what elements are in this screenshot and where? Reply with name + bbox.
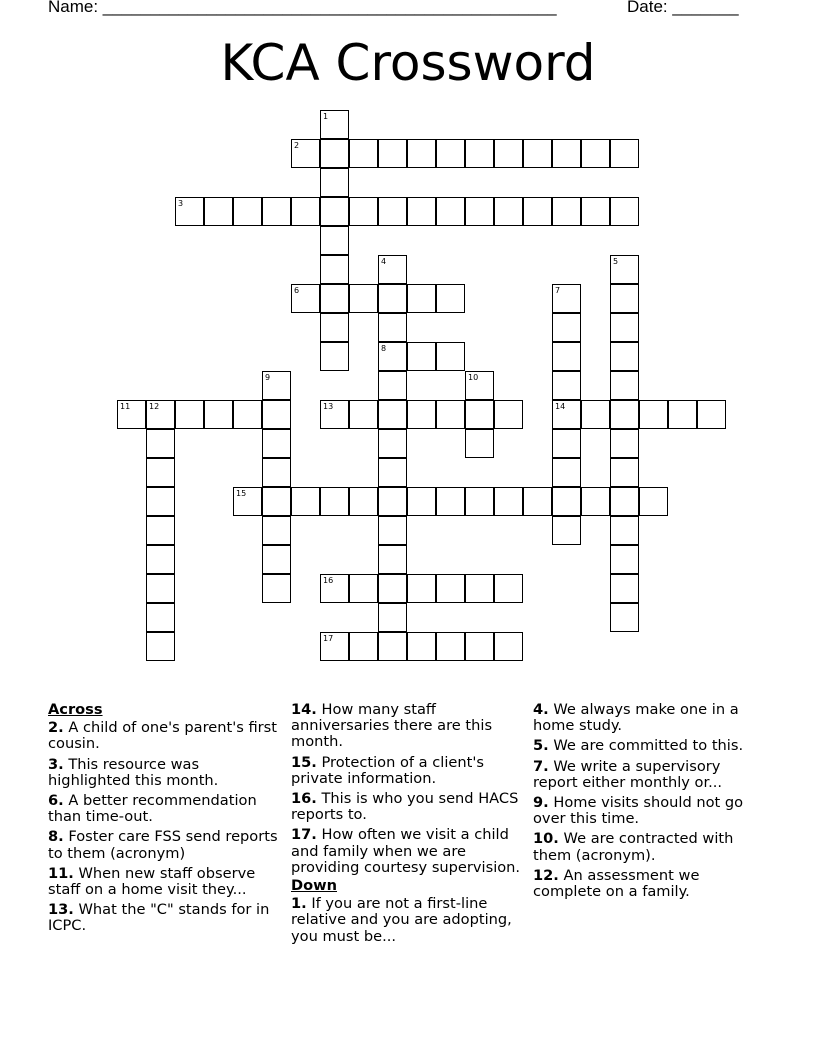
- grid-cell[interactable]: [378, 516, 407, 545]
- grid-cell[interactable]: [465, 400, 494, 429]
- grid-cell[interactable]: [407, 197, 436, 226]
- grid-cell[interactable]: [465, 197, 494, 226]
- clue-across-15: 15. Protection of a client's private information.: [291, 753, 484, 787]
- grid-cell[interactable]: [262, 458, 291, 487]
- clue-number-label: 16: [323, 576, 334, 585]
- clue-across-16: 16. This is who you send HACS reports to.: [291, 790, 519, 824]
- grid-cell[interactable]: [610, 197, 639, 226]
- grid-cell[interactable]: [349, 487, 378, 516]
- grid-cell[interactable]: [146, 429, 175, 458]
- grid-cell[interactable]: [552, 371, 581, 400]
- grid-cell[interactable]: [436, 632, 465, 661]
- grid-cell[interactable]: [320, 168, 349, 197]
- clue-number-label: 6: [294, 286, 300, 295]
- clue-across-11: 11. When new staff observe staff on a home visit they...: [48, 864, 256, 899]
- grid-cell[interactable]: [407, 342, 436, 371]
- clue-number-label: 2: [294, 141, 300, 150]
- grid-cell[interactable]: [436, 139, 465, 168]
- grid-cell[interactable]: [494, 487, 523, 516]
- down-heading: Down: [291, 877, 338, 895]
- grid-cell[interactable]: [175, 400, 204, 429]
- puzzle-title: KCA Crossword: [220, 34, 596, 92]
- clue-column-1: [48, 702, 282, 939]
- grid-cell[interactable]: [204, 400, 233, 429]
- grid-cell[interactable]: [610, 545, 639, 574]
- grid-cell[interactable]: [523, 197, 552, 226]
- grid-cell[interactable]: [581, 139, 610, 168]
- grid-cell[interactable]: [465, 487, 494, 516]
- grid-cell[interactable]: [320, 313, 349, 342]
- grid-cell[interactable]: [407, 632, 436, 661]
- grid-cell[interactable]: [320, 487, 349, 516]
- grid-cell[interactable]: [407, 139, 436, 168]
- clue-column-3: [533, 702, 767, 904]
- grid-cell[interactable]: [581, 400, 610, 429]
- grid-cell[interactable]: [320, 342, 349, 371]
- grid-cell[interactable]: [552, 313, 581, 342]
- clue-number-label: 3: [178, 199, 184, 208]
- clue-number-label: 13: [323, 402, 334, 411]
- clue-number-label: 4: [381, 257, 387, 266]
- grid-cell[interactable]: [204, 197, 233, 226]
- clue-column-2: [291, 702, 525, 949]
- grid-cell[interactable]: [262, 487, 291, 516]
- grid-cell[interactable]: [378, 284, 407, 313]
- grid-cell[interactable]: [378, 197, 407, 226]
- grid-cell[interactable]: [233, 400, 262, 429]
- grid-cell[interactable]: [146, 574, 175, 603]
- grid-cell[interactable]: [523, 139, 552, 168]
- clue-down-4: 4. We always make one in a home study.: [533, 701, 739, 735]
- clue-down-9: 9. Home visits should not go over this time.: [533, 794, 744, 828]
- grid-cell[interactable]: [494, 632, 523, 661]
- clue-number-label: 1: [323, 112, 329, 121]
- grid-cell[interactable]: [552, 197, 581, 226]
- grid-cell[interactable]: [262, 545, 291, 574]
- grid-cell[interactable]: [320, 284, 349, 313]
- grid-cell[interactable]: [552, 139, 581, 168]
- clue-across-14: 14. How many staff anniversaries there are this month.: [291, 701, 493, 751]
- grid-cell[interactable]: [407, 400, 436, 429]
- grid-cell[interactable]: [146, 545, 175, 574]
- grid-cell[interactable]: [610, 342, 639, 371]
- grid-cell[interactable]: [436, 400, 465, 429]
- clue-number-label: 9: [265, 373, 271, 382]
- grid-cell[interactable]: [610, 371, 639, 400]
- grid-cell[interactable]: [610, 516, 639, 545]
- grid-cell[interactable]: [639, 487, 668, 516]
- grid-cell[interactable]: [610, 458, 639, 487]
- grid-cell[interactable]: [436, 487, 465, 516]
- grid-cell[interactable]: [581, 197, 610, 226]
- grid-cell[interactable]: [610, 139, 639, 168]
- grid-cell[interactable]: [494, 574, 523, 603]
- clue-across-3: 3. This resource was highlighted this month.: [48, 755, 219, 789]
- grid-cell[interactable]: [465, 429, 494, 458]
- clue-number-label: 7: [555, 286, 561, 295]
- grid-cell[interactable]: [407, 574, 436, 603]
- grid-cell[interactable]: [378, 371, 407, 400]
- clue-number-label: 14: [555, 402, 566, 411]
- grid-cell[interactable]: [407, 487, 436, 516]
- grid-cell[interactable]: [146, 603, 175, 632]
- grid-cell[interactable]: [436, 197, 465, 226]
- grid-cell[interactable]: [320, 197, 349, 226]
- grid-cell[interactable]: [378, 400, 407, 429]
- grid-cell[interactable]: [465, 139, 494, 168]
- grid-cell[interactable]: [610, 313, 639, 342]
- grid-cell[interactable]: [639, 400, 668, 429]
- grid-cell[interactable]: [233, 197, 262, 226]
- grid-cell[interactable]: [436, 284, 465, 313]
- clue-across-2: 2. A child of one's parent's first cousin.: [48, 719, 277, 753]
- clue-number-label: 11: [120, 402, 131, 411]
- grid-cell[interactable]: [581, 487, 610, 516]
- clue-down-1: 1. If you are not a first-line relative and you are adopting, you must be...: [291, 895, 512, 945]
- grid-cell[interactable]: [378, 603, 407, 632]
- grid-cell[interactable]: [146, 487, 175, 516]
- grid-cell[interactable]: [378, 487, 407, 516]
- grid-cell[interactable]: [378, 574, 407, 603]
- grid-cell[interactable]: [262, 197, 291, 226]
- clue-number-label: 10: [468, 373, 479, 382]
- grid-cell[interactable]: [320, 139, 349, 168]
- grid-cell[interactable]: [378, 632, 407, 661]
- grid-cell[interactable]: [436, 342, 465, 371]
- clue-number-label: 17: [323, 634, 334, 643]
- grid-cell[interactable]: [552, 458, 581, 487]
- grid-cell[interactable]: [668, 400, 697, 429]
- clue-number-label: 12: [149, 402, 160, 411]
- clue-number-label: 15: [236, 489, 247, 498]
- clue-down-10: 10. We are contracted with them (acronym).: [533, 830, 734, 864]
- grid-cell[interactable]: [349, 400, 378, 429]
- clue-across-13: 13. What the "C" stands for in ICPC.: [48, 901, 270, 935]
- grid-cell[interactable]: [523, 487, 552, 516]
- grid-cell[interactable]: [465, 574, 494, 603]
- grid-cell[interactable]: [494, 139, 523, 168]
- grid-cell[interactable]: [349, 139, 378, 168]
- grid-cell[interactable]: [552, 429, 581, 458]
- grid-cell[interactable]: [610, 284, 639, 313]
- grid-cell[interactable]: [610, 487, 639, 516]
- clue-across-8: 8. Foster care FSS send reports to them (acronym): [48, 828, 278, 862]
- date-field[interactable]: Date: _______: [627, 0, 739, 16]
- grid-cell[interactable]: [378, 545, 407, 574]
- grid-cell[interactable]: [407, 284, 436, 313]
- across-heading: Across: [48, 701, 103, 718]
- name-field[interactable]: Name: ________________________________________________: [48, 0, 557, 16]
- clue-number-label: 8: [381, 344, 387, 353]
- grid-cell[interactable]: [262, 516, 291, 545]
- grid-cell[interactable]: [378, 458, 407, 487]
- grid-cell[interactable]: [320, 226, 349, 255]
- clue-across-17: 17. How often we visit a child and family when we are providing courtesy supervision.: [291, 826, 521, 876]
- grid-cell[interactable]: [262, 574, 291, 603]
- grid-cell[interactable]: [436, 574, 465, 603]
- grid-cell[interactable]: [262, 400, 291, 429]
- grid-cell[interactable]: [378, 139, 407, 168]
- grid-cell[interactable]: [349, 284, 378, 313]
- grid-cell[interactable]: [262, 429, 291, 458]
- clue-number-label: 5: [613, 257, 619, 266]
- grid-cell[interactable]: [146, 632, 175, 661]
- grid-cell[interactable]: [552, 516, 581, 545]
- grid-cell[interactable]: [378, 313, 407, 342]
- grid-cell[interactable]: [610, 574, 639, 603]
- clue-down-7: 7. We write a supervisory report either monthly or...: [533, 757, 723, 791]
- grid-cell[interactable]: [291, 487, 320, 516]
- grid-cell[interactable]: [697, 400, 726, 429]
- clue-down-5: 5. We are committed to this.: [533, 737, 744, 755]
- grid-cell[interactable]: [320, 255, 349, 284]
- grid-cell[interactable]: [146, 458, 175, 487]
- grid-cell[interactable]: [291, 197, 320, 226]
- grid-cell[interactable]: [610, 429, 639, 458]
- grid-cell[interactable]: [610, 400, 639, 429]
- grid-cell[interactable]: [494, 400, 523, 429]
- clue-across-6: 6. A better recommendation than time-out.: [48, 792, 257, 826]
- grid-cell[interactable]: [465, 632, 494, 661]
- grid-cell[interactable]: [349, 197, 378, 226]
- grid-cell[interactable]: [610, 603, 639, 632]
- grid-cell[interactable]: [349, 574, 378, 603]
- grid-cell[interactable]: [378, 429, 407, 458]
- grid-cell[interactable]: [552, 487, 581, 516]
- clue-down-12: 12. An assessment we complete on a family.: [533, 866, 700, 901]
- grid-cell[interactable]: [146, 516, 175, 545]
- grid-cell[interactable]: [494, 197, 523, 226]
- grid-cell[interactable]: [552, 342, 581, 371]
- grid-cell[interactable]: [349, 632, 378, 661]
